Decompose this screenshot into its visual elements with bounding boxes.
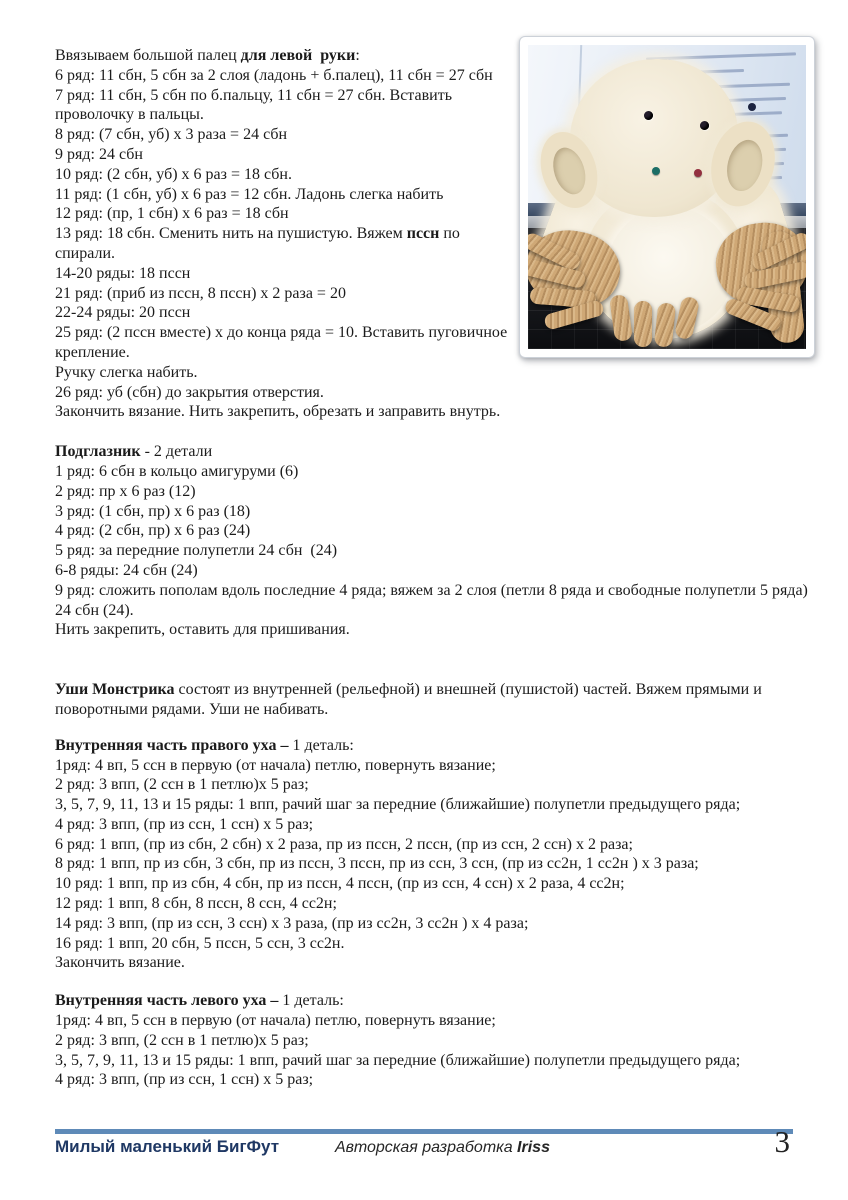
pattern-line <box>55 482 815 502</box>
toy-head <box>570 59 738 217</box>
footer-author-name: Iriss <box>517 1139 550 1156</box>
toy-right-eye-pin <box>700 121 709 130</box>
toy-toe <box>634 301 652 347</box>
text-segment: 4 ряд: 3 впп, (пр из ссн, 1 ссн) х 5 раз; <box>55 1071 314 1089</box>
pattern-line <box>55 541 815 561</box>
text-segment: 8 ряд: (7 сбн, уб) х 3 раза = 24 сбн <box>55 126 288 144</box>
text-segment: Нить закрепить, оставить для пришивания. <box>55 621 350 639</box>
text-segment: 1 ряд: 6 сбн в кольцо амигуруми (6) <box>55 462 299 480</box>
pattern-line <box>55 581 815 621</box>
text-segment: 12 ряд: (пр, 1 сбн) х 6 раз = 18 сбн <box>55 205 289 223</box>
text-segment: 8 ряд: 1 впп, пр из сбн, 3 сбн, пр из пссн, 3 пссн, пр из ссн, 3 ссн, (пр из сс2н, 1 сс2н ) х 3 раза; <box>55 855 699 873</box>
text-segment: 26 ряд: уб (сбн) до закрытия отверстия. <box>55 383 324 401</box>
text-segment: 4 ряд: 3 впп, (пр из ссн, 1 ссн) х 5 раз; <box>55 815 314 833</box>
text-segment: 9 ряд: сложить пополам вдоль последние 4 ряда; вяжем за 2 слоя (петли 8 ряда и свободные полупетли 5 ряда) 24 сбн (24). <box>55 581 808 619</box>
text-segment: 4 ряд: (2 сбн, пр) х 6 раз (24) <box>55 522 251 540</box>
text-segment: 2 ряд: 3 впп, (2 ссн в 1 петлю)х 5 раз; <box>55 1031 309 1049</box>
text-segment: 1 деталь: <box>278 992 344 1010</box>
page-footer <box>55 1124 793 1169</box>
footer-rule <box>55 1129 793 1134</box>
section-right-ear-inner <box>55 736 815 974</box>
text-segment: 14-20 ряды: 18 пссн <box>55 264 191 282</box>
pattern-line <box>55 680 815 720</box>
bold-text-segment: Подглазник <box>55 443 141 461</box>
pattern-line <box>55 462 815 482</box>
text-segment: 25 ряд: (2 пссн вместе) х до конца ряда = 10. Вставить пуговичное крепление. <box>55 324 508 361</box>
pattern-line <box>55 502 815 522</box>
pattern-line <box>55 383 815 403</box>
text-segment: 7 ряд: 11 сбн, 5 сбн по б.пальцу, 11 сбн = 27 сбн. Вставить проволочку в пальцы. <box>55 86 452 124</box>
text-segment: 13 ряд: 18 сбн. Сменить нить на пушистую. Вяжем <box>55 225 407 243</box>
toy-left-eye-pin <box>644 111 653 120</box>
pattern-line <box>55 756 815 776</box>
pattern-line <box>55 795 815 815</box>
text-segment: 10 ряд: 1 впп, пр из сбн, 4 сбн, пр из пссн, 4 пссн, (пр из ссн, 4 ссн) х 2 раза, 4 сс2н; <box>55 875 625 893</box>
pattern-line <box>55 363 815 383</box>
toy-photo-scene <box>528 45 806 349</box>
toy-red-cheek-pin <box>694 169 702 177</box>
text-segment: 14 ряд: 3 впп, (пр из ссн, 3 ссн) х 3 раза, (пр из сс2н, 3 сс2н ) х 4 раза; <box>55 914 529 932</box>
text-segment: по спирали. <box>55 225 460 262</box>
pattern-line <box>55 1051 815 1071</box>
pattern-line <box>55 442 815 462</box>
pattern-line <box>55 914 815 934</box>
footer-author <box>335 1138 550 1158</box>
pattern-line <box>55 775 815 795</box>
text-segment: состоят из внутренней (рельефной) и внешней (пушистой) частей. Вяжем прямыми и поворотными рядами. Уши не набивать. <box>55 681 762 718</box>
text-segment: 9 ряд: 24 сбн <box>55 145 143 163</box>
pattern-line <box>55 1031 815 1051</box>
pattern-line <box>55 894 815 914</box>
text-segment: Закончить вязание. <box>55 954 185 972</box>
bold-text-segment: Внутренняя часть правого уха – <box>55 736 289 754</box>
toy-left-ear-inner <box>548 143 591 198</box>
toy-right-ear-inner <box>722 136 768 195</box>
text-segment: 5 ряд: за передние полупетли 24 сбн (24) <box>55 542 338 560</box>
text-segment: 6 ряд: 11 сбн, 5 сбн за 2 слоя (ладонь + б.палец), 11 сбн = 27 сбн <box>55 66 493 84</box>
text-segment: 1ряд: 4 вп, 5 ссн в первую (от начала) петлю, повернуть вязание; <box>55 756 496 774</box>
footer-series-title: Милый маленький БигФут <box>55 1137 280 1156</box>
page-number: 3 <box>774 1124 790 1159</box>
pattern-line <box>55 854 815 874</box>
pattern-line <box>55 736 815 756</box>
section-podglaznik <box>55 442 815 640</box>
text-segment: 1 деталь: <box>288 736 354 754</box>
text-segment: 16 ряд: 1 впп, 20 сбн, 5 пссн, 5 ссн, 3 сс2н. <box>55 934 345 952</box>
pattern-line <box>55 402 815 422</box>
text-segment: 3, 5, 7, 9, 11, 13 и 15 ряды: 1 впп, рачий шаг за передние (ближайшие) полупетли предыдущего ряда; <box>55 1051 741 1069</box>
footer-author-label: Авторская разработка <box>335 1139 518 1156</box>
text-segment: Ручку слегка набить. <box>55 363 198 381</box>
text-segment: 6-8 ряды: 24 сбн (24) <box>55 561 198 579</box>
text-segment: 6 ряд: 1 впп, (пр из сбн, 2 сбн) х 2 раза, пр из пссн, 2 пссн, (пр из ссн, 2 ссн) х 2 раза; <box>55 835 633 853</box>
bold-text-segment: для левой руки <box>240 47 356 64</box>
text-segment: 3 ряд: (1 сбн, пр) х 6 раз (18) <box>55 502 251 520</box>
section-ushi-monstrika <box>55 680 815 720</box>
text-segment: 21 ряд: (приб из пссн, 8 пссн) х 2 раза = 20 <box>55 284 346 302</box>
pattern-line <box>55 835 815 855</box>
text-segment: 3, 5, 7, 9, 11, 13 и 15 ряды: 1 впп, рачий шаг за передние (ближайшие) полупетли предыдущего ряда; <box>55 796 741 814</box>
pattern-line <box>55 620 815 640</box>
pattern-line <box>55 561 815 581</box>
pattern-line <box>55 1011 815 1031</box>
text-segment: : <box>355 47 360 64</box>
pattern-line <box>55 874 815 894</box>
pattern-line <box>55 1070 815 1090</box>
text-segment: Закончить вязание. Нить закрепить, обрезать и заправить внутрь. <box>55 403 501 421</box>
toy-green-cheek-pin <box>652 167 660 175</box>
text-segment: 2 ряд: пр х 6 раз (12) <box>55 482 196 500</box>
page-content <box>55 46 815 1090</box>
text-segment: 22-24 ряды: 20 пссн <box>55 304 191 322</box>
pattern-line <box>55 934 815 954</box>
text-segment: Ввязываем большой палец <box>55 47 241 64</box>
toy-head-pin <box>748 103 756 111</box>
pattern-line <box>55 991 815 1011</box>
pattern-line <box>55 521 815 541</box>
toy-photo <box>519 36 815 358</box>
bold-text-segment: Уши Монстрика <box>55 681 175 699</box>
text-segment: - 2 детали <box>140 443 213 461</box>
text-segment: 11 ряд: (1 сбн, уб) х 6 раз = 12 сбн. Ладонь слегка набить <box>55 185 444 203</box>
bold-text-segment: пссн <box>406 225 440 243</box>
bold-text-segment: Внутренняя часть левого уха – <box>55 992 279 1010</box>
text-segment: 12 ряд: 1 впп, 8 сбн, 8 пссн, 8 ссн, 4 сс2н; <box>55 895 337 913</box>
text-segment: 2 ряд: 3 впп, (2 ссн в 1 петлю)х 5 раз; <box>55 776 309 794</box>
text-segment: 10 ряд: (2 сбн, уб) х 6 раз = 18 сбн. <box>55 165 292 183</box>
pattern-line <box>55 815 815 835</box>
section-left-ear-inner <box>55 991 815 1090</box>
pattern-line <box>55 953 815 973</box>
text-segment: 1ряд: 4 вп, 5 ссн в первую (от начала) петлю, повернуть вязание; <box>55 1012 496 1030</box>
